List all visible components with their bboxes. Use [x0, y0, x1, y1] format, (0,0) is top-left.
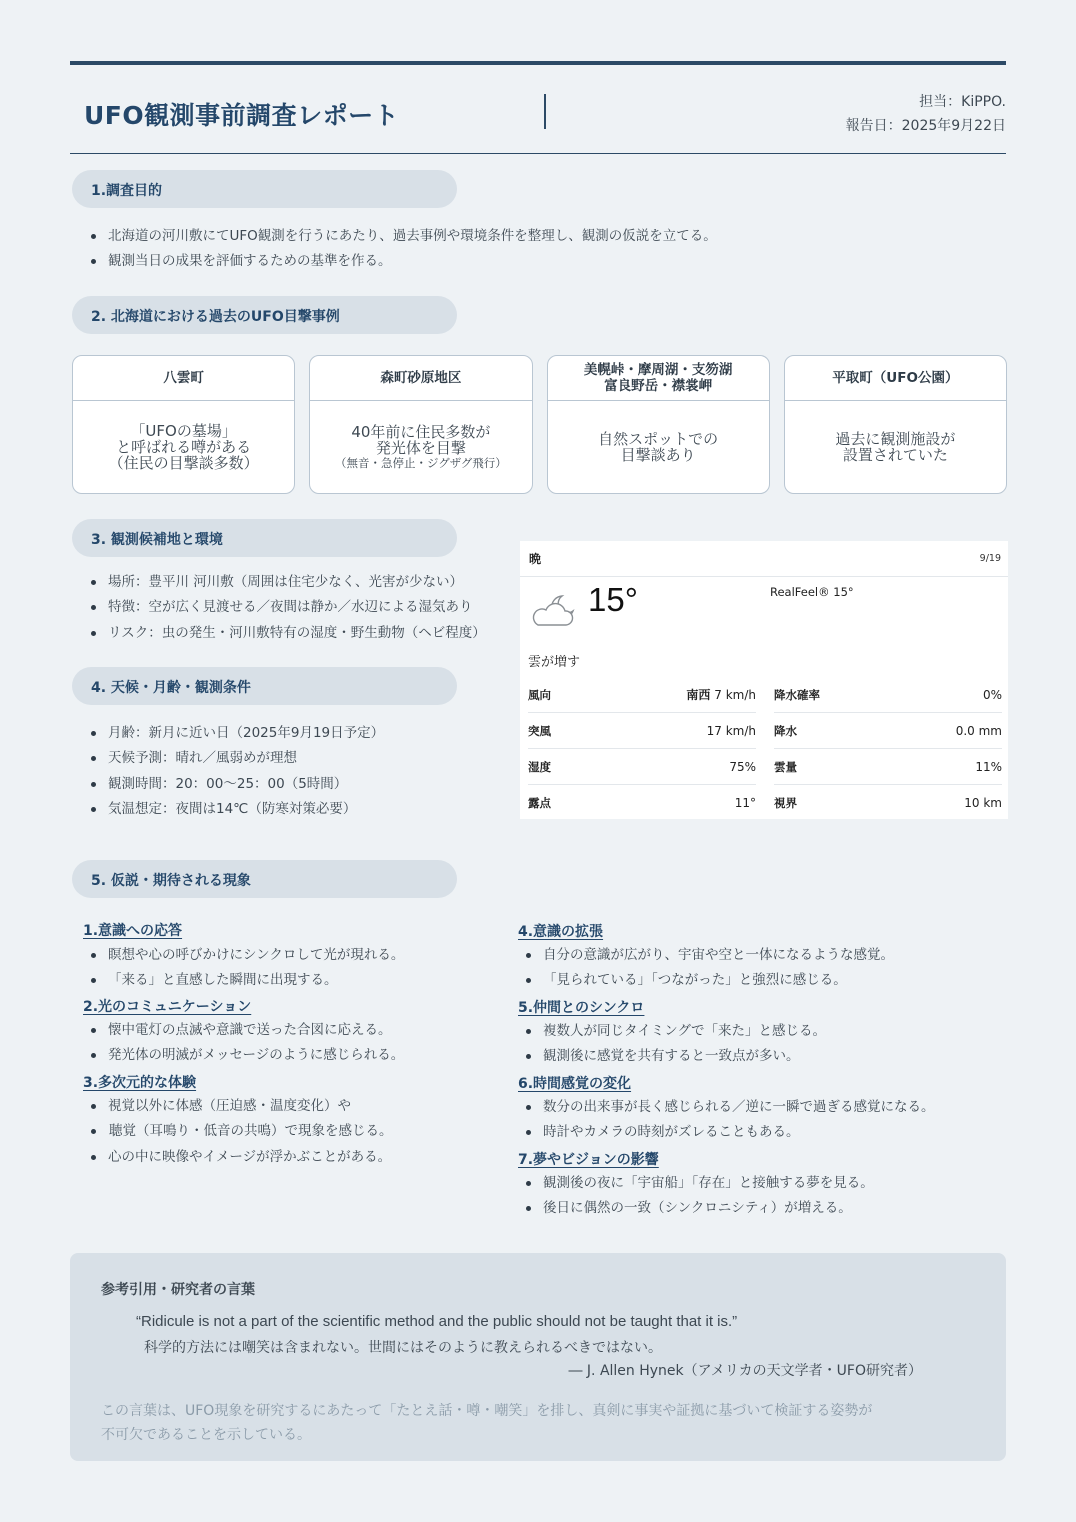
list-item: 心の中に映像やイメージが浮かぶことがある。: [86, 1145, 393, 1170]
conditions-list: [86, 721, 384, 822]
weather-value: 0.0 mm: [955, 723, 1002, 738]
weather-row: [528, 713, 756, 749]
list-item: 瞑想や心の呼びかけにシンクロして光が現れる。: [86, 943, 404, 968]
quote-note: [101, 1399, 872, 1447]
reference-quote-box: [70, 1253, 1006, 1461]
card-body-line: 設置されていた: [842, 446, 948, 464]
card-title: [785, 356, 1006, 401]
weather-row: [528, 677, 756, 713]
list-item: 観測当日の成果を評価するための基準を作る。: [86, 249, 717, 274]
weather-period: 晩: [529, 552, 542, 566]
weather-value: 17 km/h: [706, 723, 756, 738]
section-heading-site: 3. 観測候補地と環境: [72, 519, 457, 557]
partly-cloudy-night-icon: [528, 591, 580, 633]
list-item: 時計やカメラの時刻がズレることもある。: [521, 1120, 935, 1145]
weather-value: 11°: [734, 796, 756, 810]
weather-phrase: 雲が増す: [528, 655, 581, 670]
list-item: 複数人が同じタイミングで「来た」と感じる。: [521, 1019, 826, 1044]
weather-row: [774, 713, 1002, 749]
hypothesis-title: 2.光のコミュニケーション: [83, 999, 252, 1015]
quote-source: ― J. Allen Hynek（アメリカの天文学者・UFO研究者）: [568, 1363, 922, 1379]
hypothesis-title: 1.意識への応答: [83, 923, 183, 939]
weather-row: [528, 785, 756, 821]
list-item: 発光体の明滅がメッセージのように感じられる。: [86, 1043, 404, 1068]
section-heading-purpose: 1.調査目的: [72, 170, 457, 208]
hypothesis-list: [86, 943, 404, 994]
list-item: 懐中電灯の点滅や意識で送った合図に応える。: [86, 1018, 404, 1043]
weather-date: 9/19: [979, 553, 1001, 564]
weather-label: 露点: [528, 796, 551, 810]
weather-row: [774, 749, 1002, 785]
hypothesis-title: 4.意識の拡張: [518, 924, 604, 940]
card-body: [73, 401, 294, 493]
list-item: 「見られている」「つながった」と強烈に感じる。: [521, 968, 894, 993]
header-divider: [544, 94, 546, 129]
list-item: 視覚以外に体感（圧迫感・温度変化）や: [86, 1094, 393, 1119]
hypothesis-title: 5.仲間とのシンクロ: [518, 1000, 645, 1016]
section-heading-conditions: 4. 天候・月齢・観測条件: [72, 667, 457, 705]
hypothesis-list: [521, 943, 894, 994]
hypothesis-list: [521, 1171, 874, 1222]
weather-value: [686, 686, 756, 703]
quote-english: “Ridicule is not a part of the scientific method and the public should not be taught that it is.”: [136, 1313, 738, 1330]
card-title-line: 八雲町: [163, 370, 204, 386]
weather-row: [774, 785, 1002, 821]
list-item: 観測後に感覚を共有すると一致点が多い。: [521, 1044, 826, 1069]
card-body: [785, 401, 1006, 493]
list-item: リスク：虫の発生・河川敷特有の湿度・野生動物（ヘビ程度）: [86, 621, 486, 646]
report-meta: [846, 90, 1006, 138]
weather-label: 湿度: [528, 759, 551, 774]
report-date: 報告日：2025年9月22日: [845, 118, 1006, 134]
weather-label: 降水確率: [774, 687, 820, 702]
card-body: [310, 401, 531, 493]
card-title: [310, 356, 531, 401]
card-body-line: と呼ばれる噂がある: [116, 438, 252, 456]
card-body-line: 40年前に住民多数が: [351, 422, 491, 441]
list-item: 自分の意識が広がり、宇宙や空と一体になるような感覚。: [521, 943, 894, 968]
list-item: 北海道の河川敷にてUFO観測を行うにあたり、過去事例や環境条件を整理し、観測の仮説を立てる。: [86, 224, 717, 249]
list-item: 「来る」と直感した瞬間に出現する。: [86, 968, 404, 993]
section-heading-cases: 2. 北海道における過去のUFO目撃事例: [72, 296, 457, 334]
hypothesis-list: [521, 1019, 826, 1070]
weather-details: [528, 677, 1002, 821]
card-body-line: 過去に観測施設が: [835, 430, 956, 448]
quote-note-line: この言葉は、UFO現象を研究するにあたって「たとえ話・噂・嘲笑」を排し、真剣に事実や証拠に基づいて検証する姿勢が: [101, 1403, 873, 1419]
site-list: [86, 570, 486, 646]
case-card-yakumo: [72, 355, 295, 494]
weather-value: 75%: [729, 759, 756, 774]
wind-direction: 南西: [686, 688, 711, 702]
quote-heading: 参考引用・研究者の言葉: [101, 1282, 255, 1298]
weather-label: 突風: [528, 723, 551, 738]
case-card-nature-spots: [547, 355, 770, 494]
list-item: 観測時間：20：00〜25：00（5時間）: [86, 772, 384, 797]
continuation-text: 聴覚（耳鳴り・低音の共鳴）で現象を感じる。: [109, 1123, 393, 1140]
list-item-continuation: [86, 1119, 393, 1144]
hypothesis-list: [86, 1094, 393, 1170]
report-header: [70, 72, 1006, 154]
card-body-line: 発光体を目撃: [375, 438, 466, 457]
top-rule: [70, 61, 1006, 65]
card-title: [73, 356, 294, 401]
page-title: UFO観測事前調査レポート: [84, 101, 400, 130]
weather-widget: [520, 541, 1008, 819]
case-card-mori: [309, 355, 532, 494]
list-item: 月齢：新月に近い日（2025年9月19日予定）: [86, 721, 384, 746]
weather-row: [528, 749, 756, 785]
quote-japanese: 科学的方法には嘲笑は含まれない。世間にはそのように教えられるべきではない。: [144, 1340, 662, 1356]
hypothesis-list: [521, 1095, 935, 1146]
list-item: 数分の出来事が長く感じられる／逆に一瞬で過ぎる感覚になる。: [521, 1095, 935, 1120]
weather-label: 視界: [774, 796, 797, 810]
list-item: 気温想定：夜間は14℃（防寒対策必要）: [86, 797, 384, 822]
weather-header: [520, 541, 1008, 577]
weather-label: 降水: [774, 723, 797, 738]
list-item: 後日に偶然の一致（シンクロニシティ）が増える。: [521, 1196, 874, 1221]
card-body-line: 自然スポットでの: [598, 430, 719, 448]
card-note: （無音・急停止・ジグザグ飛行）: [334, 455, 507, 470]
weather-label: 風向: [528, 687, 551, 702]
card-title: [548, 356, 769, 401]
card-title-line: 森町砂原地区: [380, 370, 462, 386]
wind-speed: 7 km/h: [710, 688, 756, 702]
hypothesis-title: 7.夢やビジョンの影響: [518, 1152, 659, 1168]
weather-value: 11%: [975, 759, 1002, 774]
list-item: 天候予測：晴れ／風弱めが理想: [86, 746, 384, 771]
card-title-line: 富良野岳・襟裳岬: [604, 378, 713, 394]
weather-realfeel: RealFeel® 15°: [770, 585, 854, 599]
card-title-line: 美幌峠・摩周湖・支笏湖: [583, 362, 733, 378]
card-body: [548, 401, 769, 493]
case-card-biratori: [784, 355, 1007, 494]
hypothesis-title: 6.時間感覚の変化: [518, 1076, 632, 1092]
weather-row: [774, 677, 1002, 713]
weather-left-column: [528, 677, 756, 821]
quote-note-line: 不可欠であることを示している。: [101, 1427, 311, 1443]
weather-right-column: [774, 677, 1002, 821]
case-cards: [72, 355, 1007, 494]
card-body-line: （住民の目撃談多数）: [108, 454, 259, 472]
hypothesis-list: [86, 1018, 404, 1069]
weather-value: 0%: [982, 687, 1002, 702]
author: 担当：KiPPO.: [919, 94, 1006, 110]
weather-label: 雲量: [774, 759, 797, 774]
purpose-list: [86, 224, 717, 275]
list-item: 特徴：空が広く見渡せる／夜間は静か／水辺による湿気あり: [86, 595, 486, 620]
card-body-line: 「UFOの墓場」: [130, 422, 237, 440]
card-body-line: 目撃談あり: [620, 446, 696, 464]
section-heading-hypotheses: 5. 仮説・期待される現象: [72, 860, 457, 898]
weather-value: 10 km: [964, 796, 1002, 810]
card-title-line: 平取町（UFO公園）: [832, 370, 959, 386]
hypothesis-title: 3.多次元的な体験: [83, 1075, 197, 1091]
weather-temperature: 15°: [588, 581, 638, 618]
list-item: 場所：豊平川 河川敷（周囲は住宅少なく、光害が少ない）: [86, 570, 486, 595]
list-item: 観測後の夜に「宇宙船」「存在」と接触する夢を見る。: [521, 1171, 874, 1196]
